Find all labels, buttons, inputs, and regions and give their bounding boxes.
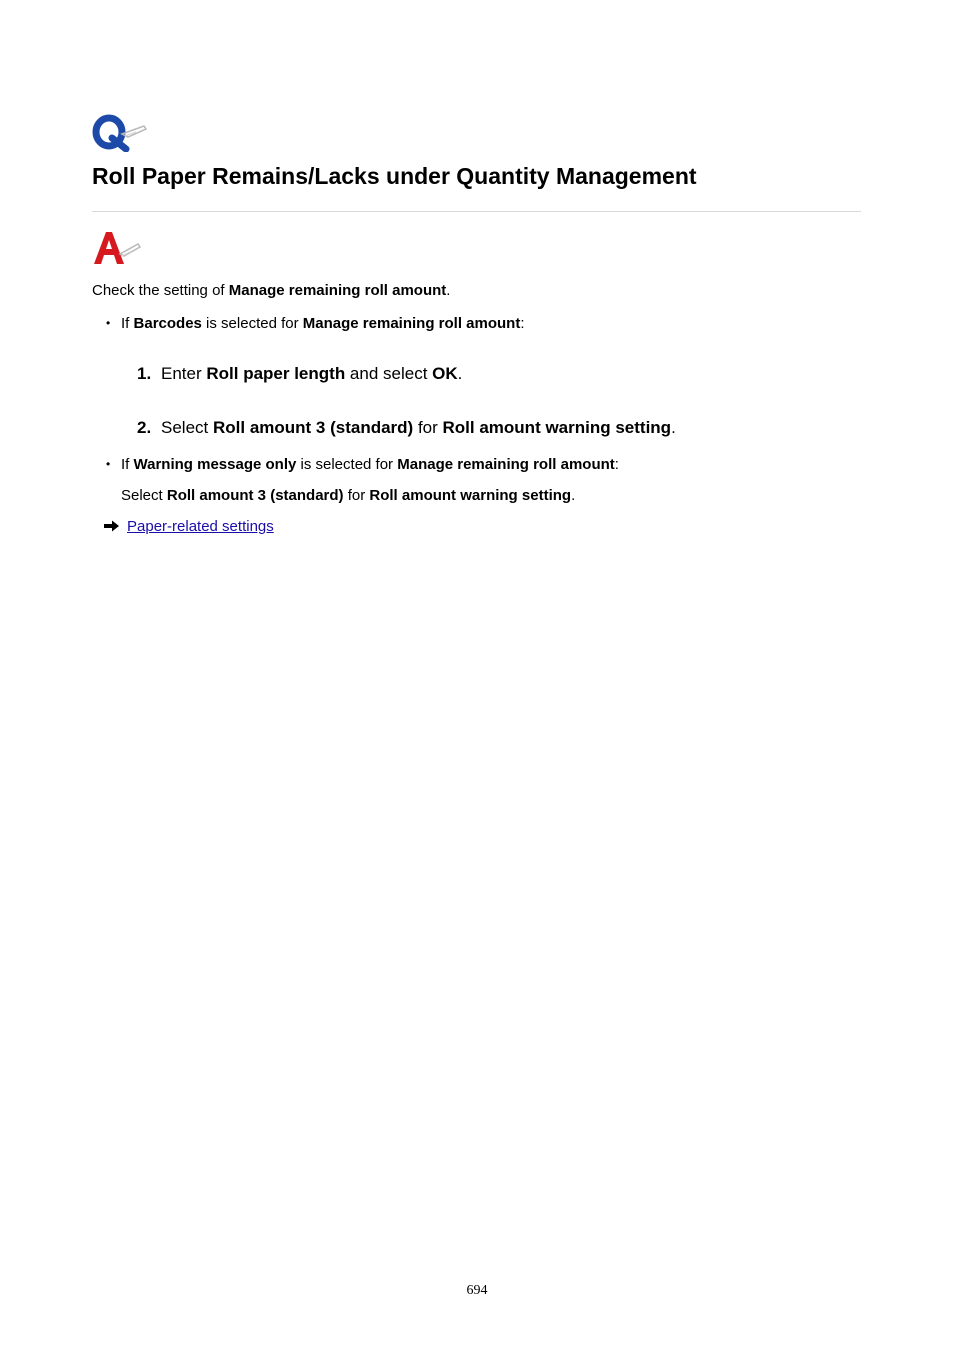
bullet-item-barcodes: • If Barcodes is selected for Manage remaining roll amount: xyxy=(106,315,525,332)
step-1: 1. Enter Roll paper length and select OK. xyxy=(137,364,463,383)
arrow-right-icon xyxy=(103,520,120,532)
step-2: 2. Select Roll amount 3 (standard) for Roll amount warning setting. xyxy=(137,418,676,437)
warning-instruction: Select Roll amount 3 (standard) for Roll amount warning setting. xyxy=(121,487,576,504)
bullet-dot: • xyxy=(106,316,111,330)
title-divider xyxy=(92,211,861,212)
page-number: 694 xyxy=(466,1283,488,1298)
q-icon xyxy=(92,112,148,152)
page-title: Roll Paper Remains/Lacks under Quantity Management xyxy=(92,163,697,189)
bullet-dot: • xyxy=(106,457,111,471)
related-link-row xyxy=(103,517,274,537)
paper-related-settings-link[interactable]: Paper-related settings xyxy=(127,518,274,535)
intro-text: Check the setting of Manage remaining roll amount. xyxy=(92,282,451,299)
a-icon xyxy=(92,230,142,266)
bullet-item-warning-message: • If Warning message only is selected for Manage remaining roll amount: xyxy=(106,456,619,473)
